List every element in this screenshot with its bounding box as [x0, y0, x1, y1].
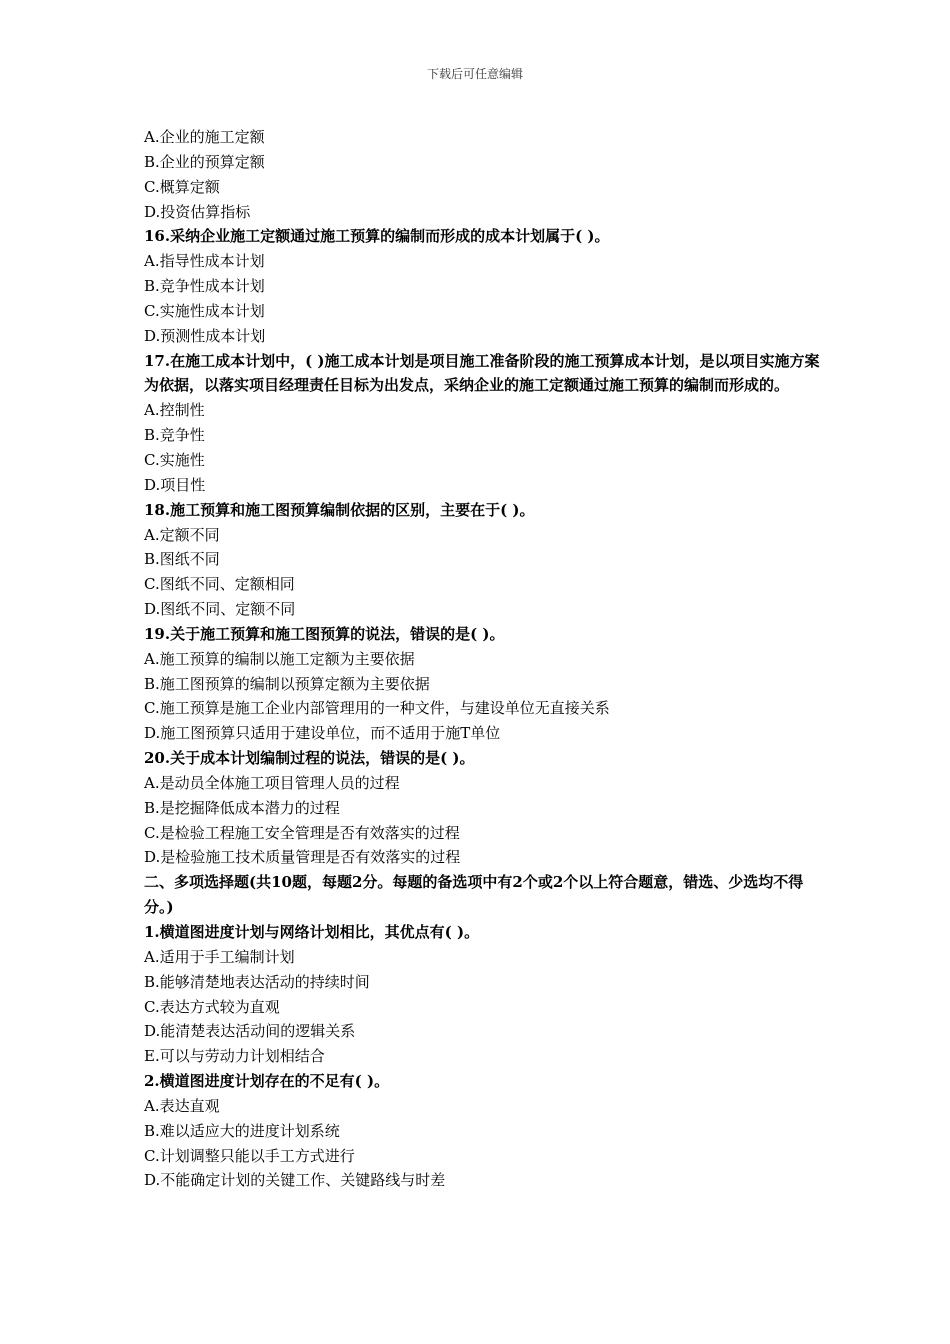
page-header: 下载后可任意编辑 — [426, 67, 523, 81]
option-line: B.施工图预算的编制以预算定额为主要依据 — [144, 674, 430, 693]
question-line: 19.关于施工预算和施工图预算的说法，错误的是( )。 — [144, 624, 505, 643]
option-line: B.难以适应大的进度计划系统 — [144, 1121, 340, 1140]
option-line: A.适用于手工编制计划 — [144, 947, 295, 966]
option-line: D.投资估算指标 — [144, 202, 251, 221]
option-line: C.计划调整只能以手工方式进行 — [144, 1146, 355, 1165]
question-line: 17.在施工成本计划中，( )施工成本计划是项目施工准备阶段的施工预算成本计划，是以项目实施方案为依据，以落实项目经理责任目标为出发点，采纳企业的施工定额通过施工预算的编制而形成的。 — [144, 351, 820, 395]
option-line: C.实施性成本计划 — [144, 301, 265, 320]
question-line: 16.采纳企业施工定额通过施工预算的编制而形成的成本计划属于( )。 — [144, 227, 610, 246]
option-line: A.定额不同 — [144, 525, 220, 544]
question-line: 2.横道图进度计划存在的不足有( )。 — [144, 1072, 390, 1091]
option-line: C.表达方式较为直观 — [144, 997, 280, 1016]
option-line: E.可以与劳动力计划相结合 — [144, 1047, 325, 1066]
option-line: A.控制性 — [144, 401, 205, 420]
option-line: C.施工预算是施工企业内部管理用的一种文件，与建设单位无直接关系 — [144, 699, 610, 718]
question-line: 20.关于成本计划编制过程的说法，错误的是( )。 — [144, 749, 475, 768]
option-line: B.能够清楚地表达活动的持续时间 — [144, 972, 370, 991]
option-line: B.是挖掘降低成本潜力的过程 — [144, 798, 340, 817]
option-line: D.能清楚表达活动间的逻辑关系 — [144, 1022, 356, 1041]
section-heading: 二、多项选择题(共10题，每题2分。每题的备选项中有2个或2个以上符合题意，错选、少选均不得分。) — [144, 873, 804, 917]
option-line: B.图纸不同 — [144, 550, 220, 569]
option-line: C.实施性 — [144, 450, 205, 469]
option-line: B.企业的预算定额 — [144, 152, 265, 171]
option-line: D.项目性 — [144, 475, 206, 494]
option-line: C.是检验工程施工安全管理是否有效落实的过程 — [144, 823, 460, 842]
option-line: D.施工图预算只适用于建设单位，而不适用于施T单位 — [144, 724, 501, 743]
document-body — [144, 125, 824, 1193]
option-line: A.企业的施工定额 — [144, 128, 265, 146]
option-line: A.是动员全体施工项目管理人员的过程 — [144, 773, 400, 792]
option-line: B.竞争性成本计划 — [144, 277, 265, 296]
question-line: 1.横道图进度计划与网络计划相比，其优点有( )。 — [144, 923, 480, 941]
option-line: A.指导性成本计划 — [144, 252, 265, 271]
option-line: A.施工预算的编制以施工定额为主要依据 — [144, 649, 415, 668]
option-line: D.不能确定计划的关键工作、关键路线与时差 — [144, 1171, 446, 1190]
option-line: A.表达直观 — [144, 1096, 220, 1115]
option-line: D.是检验施工技术质量管理是否有效落实的过程 — [144, 848, 461, 867]
option-line: C.概算定额 — [144, 177, 220, 196]
option-line: D.图纸不同、定额不同 — [144, 600, 296, 619]
option-line: C.图纸不同、定额相同 — [144, 575, 295, 594]
option-line: B.竞争性 — [144, 426, 205, 445]
question-line: 18.施工预算和施工图预算编制依据的区别，主要在于( )。 — [144, 500, 535, 519]
option-line: D.预测性成本计划 — [144, 326, 266, 345]
